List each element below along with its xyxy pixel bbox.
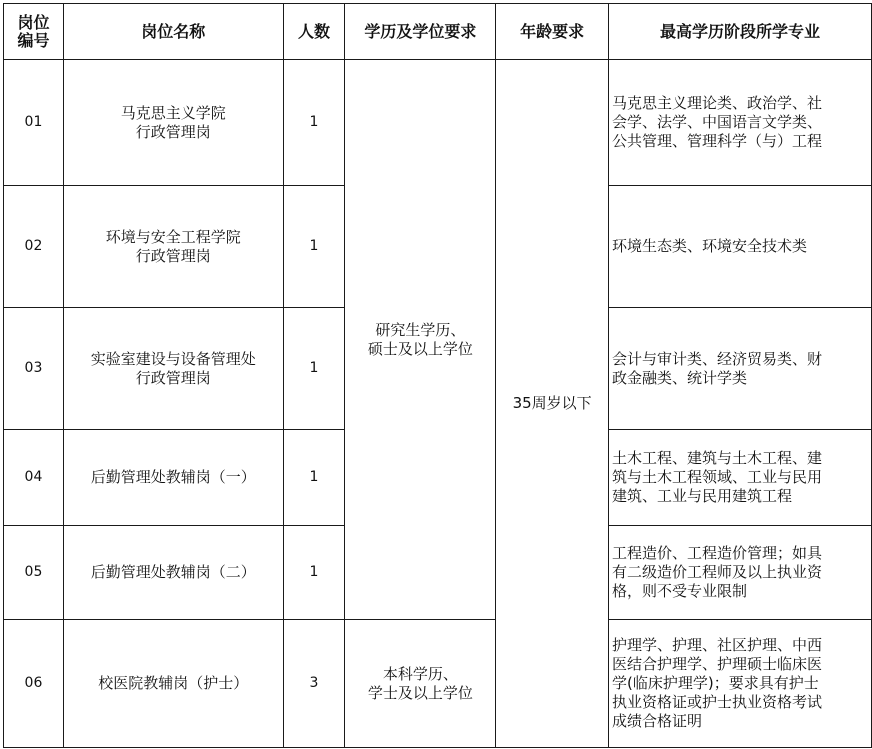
position-name [63, 308, 283, 430]
major-line: 筑与土木工程领域、工业与民用 [612, 468, 823, 486]
major-line: 格，则不受专业限制 [612, 582, 748, 600]
position-id: 04 [4, 430, 64, 526]
position-id: 06 [4, 620, 64, 748]
position-name-line: 行政管理岗 [135, 122, 211, 141]
major-requirement [609, 308, 872, 430]
position-name [63, 620, 283, 748]
major-line: 会学、法学、中国语言文学类、 [612, 113, 823, 131]
position-name [63, 430, 283, 526]
header-row [4, 4, 872, 60]
header-education: 学历及学位要求 [345, 4, 496, 60]
header-age: 年龄要求 [496, 4, 609, 60]
header-id-line1: 岗位 [17, 12, 50, 32]
position-name-line: 行政管理岗 [135, 246, 211, 265]
major-requirement [609, 430, 872, 526]
header-id-line2: 编号 [17, 30, 50, 50]
headcount: 1 [283, 186, 345, 308]
major-line: 工程造价、工程造价管理；如具 [612, 544, 823, 562]
major-line: 会计与审计类、经济贸易类、财 [612, 349, 823, 368]
major-line: 成绩合格证明 [612, 712, 703, 730]
major-line: 有二级造价工程师及以上执业资 [612, 563, 823, 581]
education-line: 本科学历、 [382, 664, 458, 683]
major-line: 执业资格证或护士执业资格考试 [612, 693, 823, 711]
position-name-line: 后勤管理处教辅岗（一） [90, 468, 256, 486]
major-line: 学(临床护理学)；要求具有护士 [612, 674, 819, 692]
position-id: 05 [4, 526, 64, 620]
headcount: 1 [283, 430, 345, 526]
header-position-name: 岗位名称 [63, 4, 283, 60]
major-line: 建筑、工业与民用建筑工程 [612, 487, 793, 505]
education-requirement-undergrad [345, 620, 496, 748]
position-name-line: 实验室建设与设备管理处 [90, 349, 256, 368]
headcount: 1 [283, 308, 345, 430]
major-line: 公共管理、管理科学（与）工程 [612, 132, 823, 150]
education-requirement-graduate [345, 60, 496, 620]
position-name-line: 环境与安全工程学院 [105, 227, 241, 246]
position-name [63, 60, 283, 186]
position-name-line: 行政管理岗 [135, 368, 211, 387]
major-requirement [609, 60, 872, 186]
headcount: 3 [283, 620, 345, 748]
education-line: 硕士及以上学位 [367, 339, 473, 358]
headcount: 1 [283, 60, 345, 186]
education-line: 研究生学历、 [375, 320, 466, 339]
position-name [63, 526, 283, 620]
header-position-id [4, 4, 64, 60]
age-requirement: 35周岁以下 [496, 60, 609, 748]
major-line: 土木工程、建筑与土木工程、建 [612, 449, 823, 467]
position-name [63, 186, 283, 308]
recruitment-table [3, 3, 872, 748]
header-major: 最高学历阶段所学专业 [609, 4, 872, 60]
major-line: 医结合护理学、护理硕士临床医 [612, 655, 823, 673]
position-id: 02 [4, 186, 64, 308]
position-name-line: 后勤管理处教辅岗（二） [90, 563, 256, 581]
major-requirement [609, 620, 872, 748]
major-line: 护理学、护理、社区护理、中西 [612, 636, 823, 654]
major-line: 政金融类、统计学类 [612, 368, 748, 387]
education-line: 学士及以上学位 [367, 683, 473, 702]
major-requirement [609, 526, 872, 620]
position-name-line: 马克思主义学院 [120, 103, 226, 122]
position-id: 03 [4, 308, 64, 430]
major-requirement [609, 186, 872, 308]
position-id: 01 [4, 60, 64, 186]
major-line: 环境生态类、环境安全技术类 [612, 237, 808, 255]
major-line: 马克思主义理论类、政治学、社 [612, 94, 823, 112]
position-name-line: 校医院教辅岗（护士） [98, 674, 249, 692]
table-row [4, 60, 872, 186]
table-row [4, 620, 872, 748]
headcount: 1 [283, 526, 345, 620]
header-count: 人数 [283, 4, 345, 60]
